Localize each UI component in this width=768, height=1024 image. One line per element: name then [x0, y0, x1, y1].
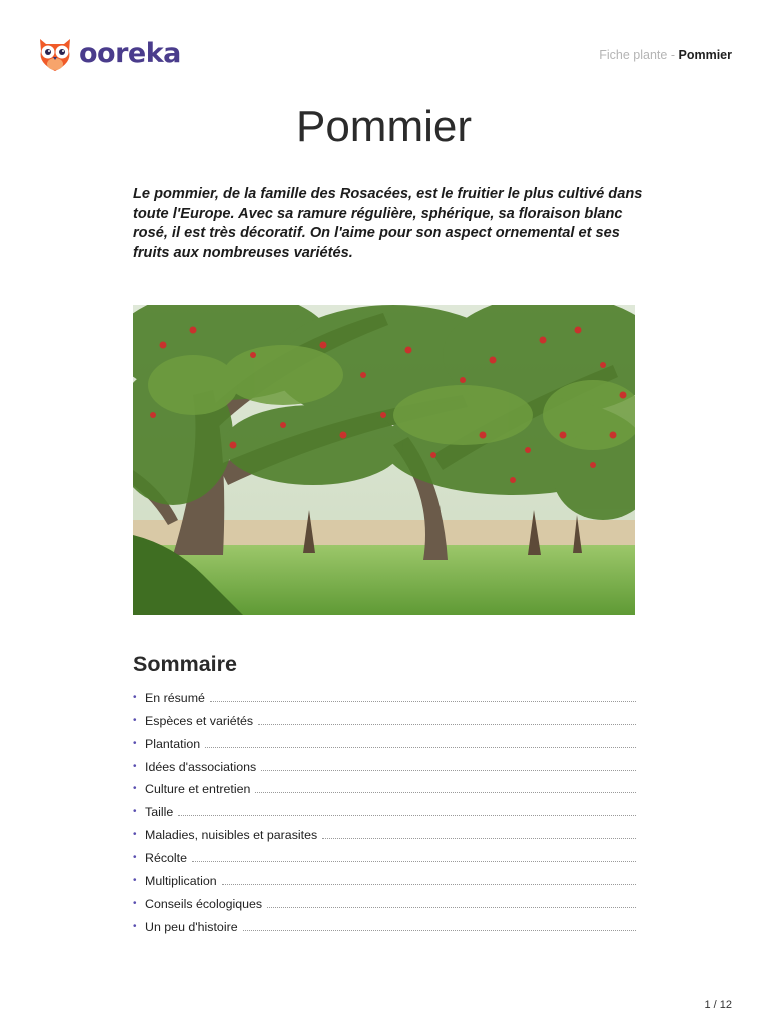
toc-item-label[interactable]: En résumé — [145, 690, 205, 705]
toc-item[interactable] — [133, 820, 636, 843]
toc-item[interactable] — [133, 889, 636, 912]
toc-item[interactable] — [133, 912, 636, 935]
dotted-leader — [261, 770, 636, 771]
dotted-leader — [322, 838, 636, 839]
toc-item-label[interactable]: Un peu d'histoire — [145, 919, 238, 934]
toc-title: Sommaire — [133, 652, 237, 676]
bullet-icon: • — [133, 875, 137, 887]
breadcrumb-separator: - — [670, 48, 676, 62]
toc-item-label[interactable]: Multiplication — [145, 874, 217, 889]
page-title: Pommier — [295, 102, 473, 151]
toc-item-label[interactable]: Culture et entretien — [145, 782, 251, 797]
page-number: 1 / 12 — [704, 999, 732, 1011]
bullet-icon: • — [133, 783, 137, 795]
toc-item[interactable] — [133, 683, 636, 706]
toc-item-label[interactable]: Idées d'associations — [145, 759, 257, 774]
toc-item[interactable] — [133, 706, 636, 729]
toc-item[interactable] — [133, 775, 636, 798]
toc-item[interactable] — [133, 843, 636, 866]
dotted-leader — [258, 724, 636, 725]
bullet-icon: • — [133, 829, 137, 841]
bullet-icon: • — [133, 714, 137, 726]
ooreka-logo[interactable] — [36, 33, 181, 73]
breadcrumb — [599, 48, 732, 62]
orchard-illustration — [133, 305, 635, 615]
logo-wordmark: ooreka — [79, 37, 181, 69]
toc-item[interactable] — [133, 752, 636, 775]
breadcrumb-section[interactable]: Fiche plante — [599, 48, 668, 62]
toc-item-label[interactable]: Conseils écologiques — [145, 896, 263, 911]
bullet-icon: • — [133, 852, 137, 864]
toc-item[interactable] — [133, 797, 636, 820]
toc-item[interactable] — [133, 866, 636, 889]
toc-item-label[interactable]: Maladies, nuisibles et parasites — [145, 828, 318, 843]
intro-paragraph: Le pommier, de la famille des Rosacées, est le fruitier le plus cultivé dans toute l'Europe. Avec sa ramure régulière, sphérique, sa floraison blanc rosé, il est très décoratif. On l'aime pour son aspect ornemental et ses fruits aux nombreuses variétés. — [133, 186, 643, 261]
dotted-leader — [210, 701, 636, 702]
apple-orchard-photo — [133, 305, 635, 615]
dotted-leader — [255, 792, 636, 793]
owl-logo-icon — [36, 33, 74, 73]
dotted-leader — [205, 747, 636, 748]
toc-item-label[interactable]: Espèces et variétés — [145, 713, 254, 728]
toc-item-label[interactable]: Récolte — [145, 851, 188, 866]
bullet-icon: • — [133, 760, 137, 772]
dotted-leader — [178, 815, 636, 816]
bullet-icon: • — [133, 737, 137, 749]
toc-item-label[interactable]: Taille — [145, 805, 174, 820]
dotted-leader — [192, 861, 636, 862]
toc-item-label[interactable]: Plantation — [145, 736, 201, 751]
dotted-leader — [243, 930, 636, 931]
bullet-icon: • — [133, 920, 137, 932]
bullet-icon: • — [133, 691, 137, 703]
dotted-leader — [267, 907, 636, 908]
bullet-icon: • — [133, 806, 137, 818]
table-of-contents — [133, 683, 636, 935]
toc-item[interactable] — [133, 729, 636, 752]
dotted-leader — [222, 884, 636, 885]
breadcrumb-current: Pommier — [678, 48, 732, 62]
bullet-icon: • — [133, 897, 137, 909]
